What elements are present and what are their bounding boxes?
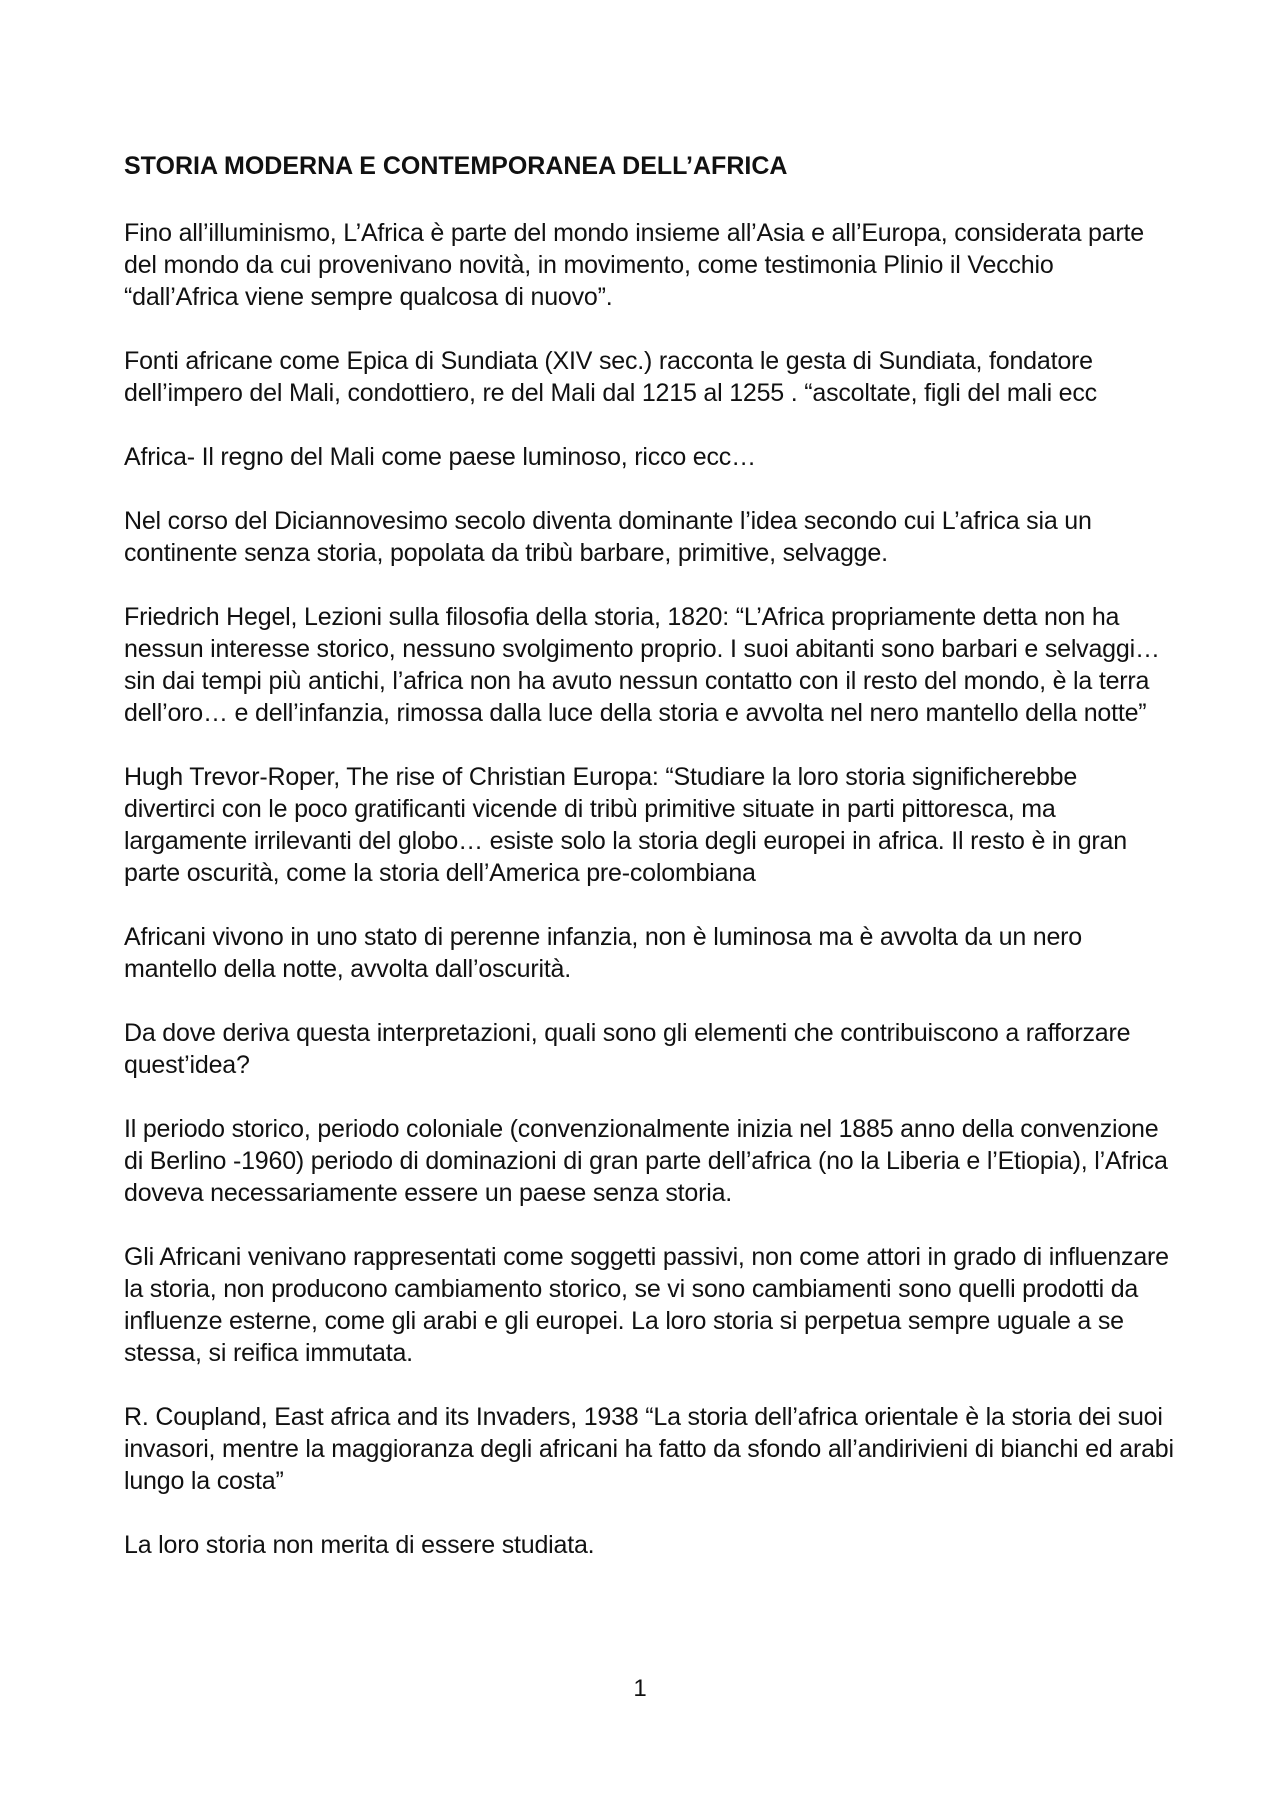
paragraph-coupland: R. Coupland, East africa and its Invaders, 1938 “La storia dell’africa orientale è la storia dei suoi invasori, mentre la maggioranza degli africani ha fatto da sfondo all’andirivieni di bianchi ed arabi lungo la costa” <box>124 1403 1174 1495</box>
paragraph-periodo-coloniale: Il periodo storico, periodo coloniale (convenzionalmente inizia nel 1885 anno della convenzione di Berlino -1960) periodo di dominazioni di gran parte dell’africa (no la Liberia e l’Etiopia), l’Africa doveva necessariamente essere un paese senza storia. <box>124 1115 1168 1207</box>
paragraph-regno-mali: Africa- Il regno del Mali come paese luminoso, ricco ecc… <box>124 443 756 471</box>
page-number: 1 <box>633 1675 647 1702</box>
paragraph-sundiata: Fonti africane come Epica di Sundiata (XIV sec.) racconta le gesta di Sundiata, fondatore dell’impero del Mali, condottiero, re del Mali dal 1215 al 1255 . “ascoltate, figli del mali ecc <box>124 347 1097 407</box>
paragraph-perenne-infanzia: Africani vivono in uno stato di perenne infanzia, non è luminosa ma è avvolta da un nero mantello della notte, avvolta dall’oscurità. <box>124 923 1083 983</box>
paragraph-diciannovesimo-secolo: Nel corso del Diciannovesimo secolo diventa dominante l’idea secondo cui L’africa sia un continente senza storia, popolata da tribù barbare, primitive, selvagge. <box>124 507 1092 567</box>
document-title: STORIA MODERNA E CONTEMPORANEA DELL’AFRICA <box>124 152 788 180</box>
paragraph-domanda: Da dove deriva questa interpretazioni, quali sono gli elementi che contribuiscono a rafforzare quest’idea? <box>124 1019 1131 1079</box>
paragraph-conclusione: La loro storia non merita di essere studiata. <box>124 1531 595 1559</box>
paragraph-illuminismo: Fino all’illuminismo, L’Africa è parte del mondo insieme all’Asia e all’Europa, considerata parte del mondo da cui provenivano novità, in movimento, come testimonia Plinio il Vecchio “dall’Africa viene sempre qualcosa di nuovo”. <box>124 219 1145 311</box>
paragraph-trevor-roper: Hugh Trevor-Roper, The rise of Christian Europa: “Studiare la loro storia significherebbe divertirci con le poco gratificanti vicende di tribù primitive situate in parti pittoresca, ma largamente irrilevanti del globo… esiste solo la storia degli europei in africa. Il resto è in gran parte oscurità, come la storia dell’America pre-colombiana <box>124 763 1127 887</box>
document-page <box>124 150 1174 1593</box>
paragraph-soggetti-passivi: Gli Africani venivano rappresentati come soggetti passivi, non come attori in grado di influenzare la storia, non producono cambiamento storico, se vi sono cambiamenti sono quelli prodotti da influenze esterne, come gli arabi e gli europei. La loro storia si perpetua sempre uguale a se stessa, si reifica immutata. <box>124 1243 1169 1367</box>
paragraph-hegel: Friedrich Hegel, Lezioni sulla filosofia della storia, 1820: “L’Africa propriamente detta non ha nessun interesse storico, nessuno svolgimento proprio. I suoi abitanti sono barbari e selvaggi… sin dai tempi più antichi, l’africa non ha avuto nessun contatto con il resto del mondo, è la terra dell’oro… e dell’infanzia, rimossa dalla luce della storia e avvolta nel nero mantello della notte” <box>124 603 1160 727</box>
